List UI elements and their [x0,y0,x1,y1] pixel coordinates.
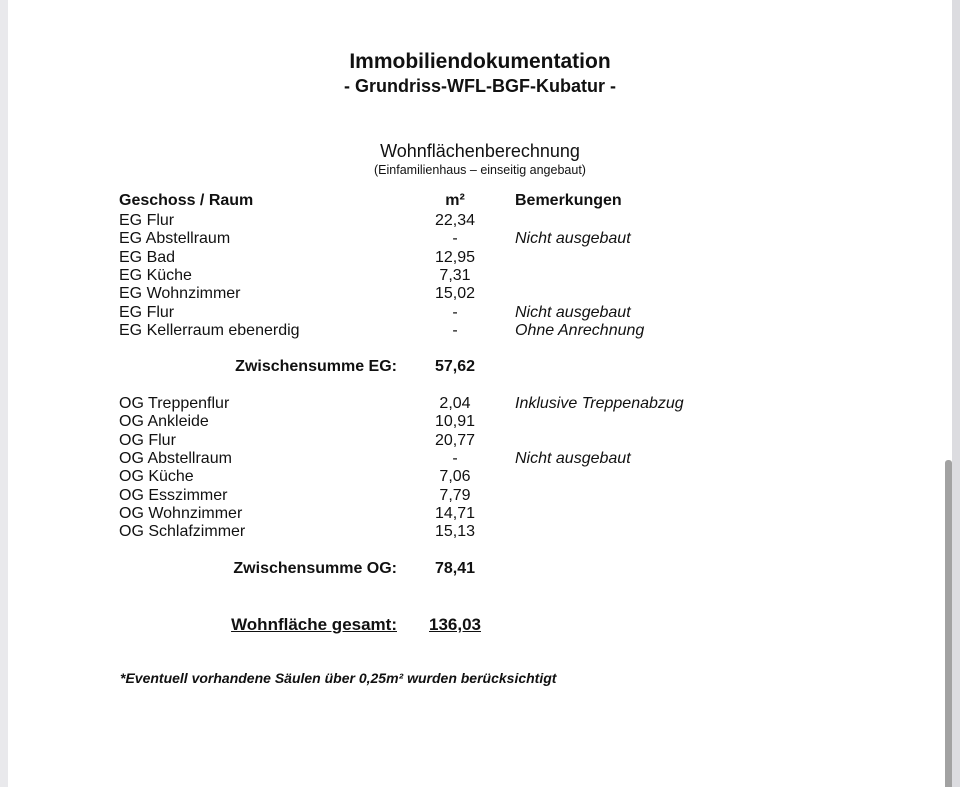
room-area: 15,02 [434,285,476,303]
room-remark: Ohne Anrechnung [515,321,645,339]
room-remark: Nicht ausgebaut [515,230,631,248]
document-title: Immobiliendokumentation [349,50,611,73]
room-area: 15,13 [434,523,476,541]
scrollbar-thumb[interactable] [945,460,952,787]
scrollbar-track[interactable] [952,0,960,787]
table-row [0,505,960,523]
table-row [0,322,960,340]
table-row [0,267,960,285]
room-remark: Nicht ausgebaut [515,303,631,321]
table-row [0,468,960,486]
room-name: EG Abstellraum [119,230,231,248]
table-row [0,395,960,413]
room-area: 10,91 [434,413,476,431]
room-remark: Inklusive Treppenabzug [515,395,684,412]
room-area: 22,34 [434,212,476,229]
document-page [8,0,952,787]
room-name: EG Wohnzimmer [119,285,241,303]
room-area: 7,06 [439,468,471,486]
table-row [0,450,960,468]
room-name: OG Treppenflur [119,395,230,412]
room-name: EG Kellerraum ebenerdig [119,321,300,339]
section-subtitle: (Einfamilienhaus – einseitig angebaut) [374,163,586,177]
room-name: OG Küche [119,468,194,486]
total-row [0,615,960,633]
eg-subtotal-value: 57,62 [434,358,476,375]
room-area: 12,95 [434,248,476,266]
section-title: Wohnflächenberechnung [380,141,580,161]
room-area: - [452,230,458,248]
og-subtotal-label: Zwischensumme OG: [233,560,397,577]
room-area: 20,77 [434,431,476,449]
header-room: Geschoss / Raum [119,192,254,209]
table-row [0,304,960,322]
header-remarks: Bemerkungen [515,192,622,209]
table-row [0,249,960,267]
table-row [0,487,960,505]
room-area: - [452,321,458,339]
table-header [0,192,960,210]
table-row [0,432,960,450]
room-area: - [452,449,458,467]
eg-subtotal-row [0,358,960,376]
table-row [0,285,960,303]
room-name: EG Flur [119,212,175,229]
room-name: OG Flur [119,431,176,449]
document-subtitle: - Grundriss-WFL-BGF-Kubatur - [344,76,616,96]
room-name: EG Flur [119,303,175,321]
room-name: OG Esszimmer [119,486,228,504]
room-area: 7,31 [439,266,471,284]
total-label: Wohnfläche gesamt: [231,615,397,634]
total-value: 136,03 [429,615,481,634]
room-name: OG Wohnzimmer [119,504,243,522]
room-name: OG Schlafzimmer [119,523,246,541]
room-name: EG Küche [119,266,192,284]
table-row [0,523,960,541]
table-row [0,413,960,431]
table-row [0,230,960,248]
room-name: EG Bad [119,248,176,266]
room-area: - [452,303,458,321]
og-subtotal-row [0,560,960,578]
room-name: OG Ankleide [119,413,209,431]
og-subtotal-value: 78,41 [434,560,476,577]
table-row [0,212,960,230]
footnote: *Eventuell vorhandene Säulen über 0,25m² wurden berücksichtigt [120,670,557,686]
room-name: OG Abstellraum [119,449,232,467]
eg-subtotal-label: Zwischensumme EG: [235,358,397,375]
room-area: 14,71 [434,504,476,522]
room-area: 2,04 [439,395,471,412]
room-area: 7,79 [439,486,471,504]
header-area: m² [445,192,465,209]
room-remark: Nicht ausgebaut [515,449,631,467]
